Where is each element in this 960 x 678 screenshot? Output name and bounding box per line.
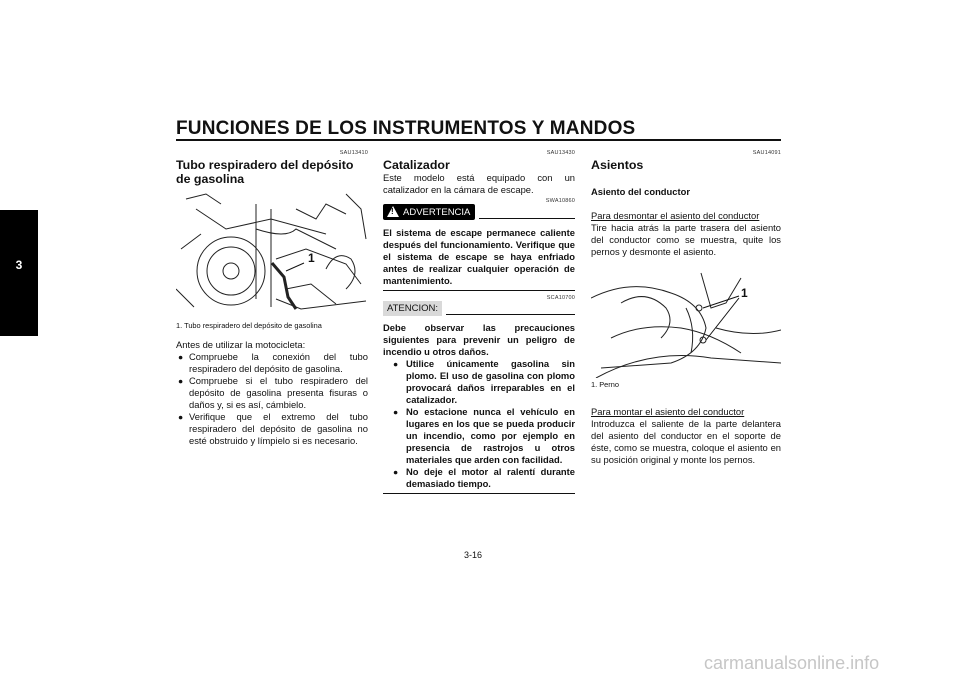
procedure-text-remove: Tire hacia atrás la parte trasera del asiento del conductor como se muestra, quite los pernos y desmonte el asiento. xyxy=(591,222,781,257)
list-item: ● Verifique que el extremo del tubo respiradero del depósito de gasolina no esté obstruido y límpielo si es necesario. xyxy=(176,411,368,447)
warning-end-rule xyxy=(383,290,575,291)
seat-removal-illustration xyxy=(591,268,781,378)
page-header-title: FUNCIONES DE LOS INSTRUMENTOS Y MANDOS xyxy=(176,118,636,139)
notice-header xyxy=(383,301,575,316)
list-item: ● Compruebe la conexión del tubo respiradero del depósito de gasolina. xyxy=(176,351,368,375)
notice-text: Debe observar las precauciones siguientes para prevenir un peligro de incendio u otros daños. xyxy=(383,322,575,357)
list-item: ● Compruebe si el tubo respiradero del depósito de gasolina presenta fisuras o daños y, si es así, cámbielo. xyxy=(176,375,368,411)
section-heading: Catalizador xyxy=(383,158,450,172)
notice-end-rule xyxy=(383,493,575,494)
notice-badge: ATENCION: xyxy=(383,301,442,316)
warning-header xyxy=(383,204,575,220)
breather-hose-illustration xyxy=(176,189,368,319)
intro-text: Antes de utilizar la motocicleta: xyxy=(176,339,306,350)
watermark: carmanualsonline.info xyxy=(704,653,880,673)
figure-caption: 1. Tubo respiradero del depósito de gasolina xyxy=(176,321,322,330)
section-heading: Tubo respiradero del depósito de gasolina xyxy=(176,158,354,186)
section-tab xyxy=(0,210,38,336)
notice-rule xyxy=(446,314,575,315)
section-code: SAU13430 xyxy=(546,150,575,156)
intro-text: Este modelo está equipado con un catalizador en la cámara de escape. xyxy=(383,172,575,195)
notice-code: SCA10700 xyxy=(546,295,575,301)
warning-code: SWA10860 xyxy=(545,198,575,204)
procedure-title-remove: Para desmontar el asiento del conductor xyxy=(591,210,760,221)
procedure-text-install: Introduzca el saliente de la parte delantera del asiento del conductor en el soporte de éste, como se muestra, coloque el asiento en su posición original y monte los pernos. xyxy=(591,418,781,465)
subsection-heading: Asiento del conductor xyxy=(591,186,690,197)
column-seats xyxy=(591,150,781,466)
warning-badge xyxy=(383,204,475,220)
engine-drawing xyxy=(176,189,368,319)
figure-callout-1: 1 xyxy=(741,286,748,300)
warning-triangle-icon xyxy=(387,206,399,217)
column-fuel-breather xyxy=(176,150,368,447)
header-rule xyxy=(176,139,781,141)
seat-drawing xyxy=(591,268,781,378)
list-item: ● No estacione nunca el vehículo en lugares en los que se pueda producir un incendio, como por ejemplo en presencia de rastrojos u otros materiales que arden con facilidad. xyxy=(383,406,575,466)
warning-text: El sistema de escape permanece caliente después del funcionamiento. Verifique que el sistema de escape se haya enfriado antes de realizar cualquier operación de mantenimiento. xyxy=(383,227,575,286)
list-item: ● No deje el motor al ralentí durante demasiado tiempo. xyxy=(383,466,575,490)
section-code: SAU14091 xyxy=(752,150,781,156)
section-tab-number: 3 xyxy=(15,258,23,272)
list-item: ● Utilice únicamente gasolina sin plomo. El uso de gasolina con plomo provocará daños irreparables en el catalizador. xyxy=(383,358,575,406)
section-heading: Asientos xyxy=(591,158,644,172)
figure-callout-1: 1 xyxy=(308,251,315,265)
figure-caption: 1. Perno xyxy=(591,380,619,389)
warning-rule xyxy=(479,218,575,219)
warning-label: ADVERTENCIA xyxy=(403,207,471,218)
section-code: SAU13410 xyxy=(339,150,368,156)
column-catalyst xyxy=(383,150,575,494)
page-number: 3-16 xyxy=(464,550,483,560)
procedure-title-install: Para montar el asiento del conductor xyxy=(591,406,745,417)
